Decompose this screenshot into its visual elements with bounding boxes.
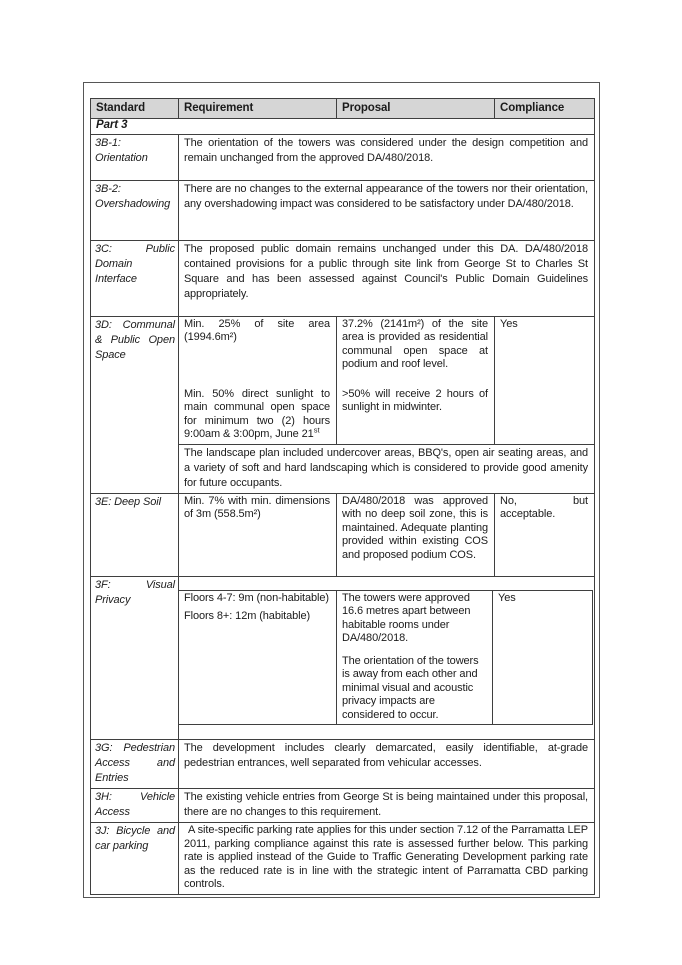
proposal-3f	[337, 591, 493, 725]
part3-label: Part 3	[96, 119, 128, 131]
compliance-3f: Yes	[498, 591, 516, 604]
requirement-3d-p2-text: Min. 50% direct sunlight to main communal open space for minimum two (2) hours 9:00am & 3:00pm, June 21	[184, 387, 330, 440]
requirement-3d-p2-superscript: st	[313, 425, 320, 435]
standard-3d: 3D: Communal & Public Open Space	[91, 317, 179, 493]
header-compliance: Compliance	[495, 99, 594, 118]
requirement-3d-p2	[184, 388, 330, 442]
proposal-3d-p2: >50% will receive 2 hours of sunlight in midwinter.	[342, 387, 488, 413]
requirement-3e: Min. 7% with min. dimensions of 3m (558.5m²)	[179, 494, 337, 576]
row-3d-right	[179, 317, 594, 493]
row-3f	[91, 577, 594, 741]
proposal-3f-p1: The towers were approved 16.6 metres apart between habitable rooms under DA/480/2018.	[342, 591, 471, 644]
row-3h	[91, 789, 594, 823]
header-proposal: Proposal	[337, 99, 495, 118]
part3-row	[91, 119, 594, 135]
row-3f-right	[179, 577, 594, 740]
requirement-3f-p1: Floors 4-7: 9m (non-habitable)	[184, 591, 329, 604]
header-requirement: Requirement	[179, 99, 337, 118]
row-3e	[91, 494, 594, 577]
requirement-3f-p2: Floors 8+: 12m (habitable)	[184, 610, 311, 622]
row-3c	[91, 241, 594, 317]
row-3d-main	[179, 317, 594, 445]
row-3b2	[91, 181, 594, 241]
merged-3h: The existing vehicle entries from George St is being maintained under this proposal, there are no changes to this requirement.	[184, 791, 588, 818]
standard-3c: 3C: Public Domain Interface	[91, 241, 179, 316]
page-frame	[83, 82, 600, 898]
proposal-3d	[337, 317, 495, 444]
row-3g	[91, 740, 594, 789]
standard-3g: 3G: Pedestrian Access and Entries	[91, 740, 179, 788]
merged-3b1: The orientation of the towers was considered under the design competition and remain unchanged from the approved DA/480/2018.	[184, 136, 588, 164]
row-3j	[91, 823, 594, 894]
nested-table-3f	[178, 590, 593, 726]
proposal-3f-p2: The orientation of the towers is away from each other and minimal visual and acoustic privacy impacts are considered to occur.	[342, 654, 479, 721]
standard-3e: 3E: Deep Soil	[91, 494, 179, 576]
merged-3c: The proposed public domain remains unchanged under this DA. DA/480/2018 contained provisions for a public through site link from George St to Charles St Square and has been assessed against Council's Public Domain Guidelines appropriately.	[184, 242, 588, 300]
standard-3h: 3H: Vehicle Access	[91, 789, 179, 822]
proposal-3d-p1: 37.2% (2141m²) of the site area is provided as residential communal open space at podium and roof level.	[342, 317, 488, 370]
standard-3b2: 3B-2: Overshadowing	[91, 181, 179, 240]
merged-3b2: There are no changes to the external appearance of the towers nor their orientation, any overshadowing impact was considered to be satisfactory under DA/480/2018.	[184, 182, 588, 210]
compliance-3d: Yes	[500, 317, 518, 330]
standard-3j: 3J: Bicycle and car parking	[91, 823, 179, 894]
compliance-3e: No, but acceptable.	[500, 494, 588, 520]
standard-3b1: 3B-1: Orientation	[91, 135, 179, 180]
table-header-row	[91, 99, 594, 119]
merged-3g: The development includes clearly demarcated, easily identifiable, at-grade pedestrian entrances, well separated from vehicular accesses.	[184, 742, 588, 769]
compliance-table	[90, 98, 595, 895]
requirement-3d-p1: Min. 25% of site area (1994.6m²)	[184, 317, 330, 343]
requirement-3d	[179, 317, 337, 444]
header-standard: Standard	[91, 99, 179, 118]
landscape-note-3d: The landscape plan included undercover areas, BBQ's, open air seating areas, and a variety of soft and hard landscaping which is considered to provide good amenity for future occupants.	[184, 446, 588, 489]
merged-3j: A site-specific parking rate applies for this under section 7.12 of the Parramatta LEP 2011, parking compliance against this rate is assessed further below. This parking rate is applied instead of the Guide to Traffic Generating Development parking rate as the reduced rate is in line with the strategic intent of Parramatta CBD parking controls.	[184, 824, 588, 890]
row-3d	[91, 317, 594, 494]
standard-3f: 3F: Visual Privacy	[91, 577, 179, 740]
requirement-3f	[179, 591, 337, 725]
row-3b1	[91, 135, 594, 181]
proposal-3e: DA/480/2018 was approved with no deep soil zone, this is maintained. Adequate planting provided within existing COS and proposed podium COS.	[337, 494, 495, 576]
